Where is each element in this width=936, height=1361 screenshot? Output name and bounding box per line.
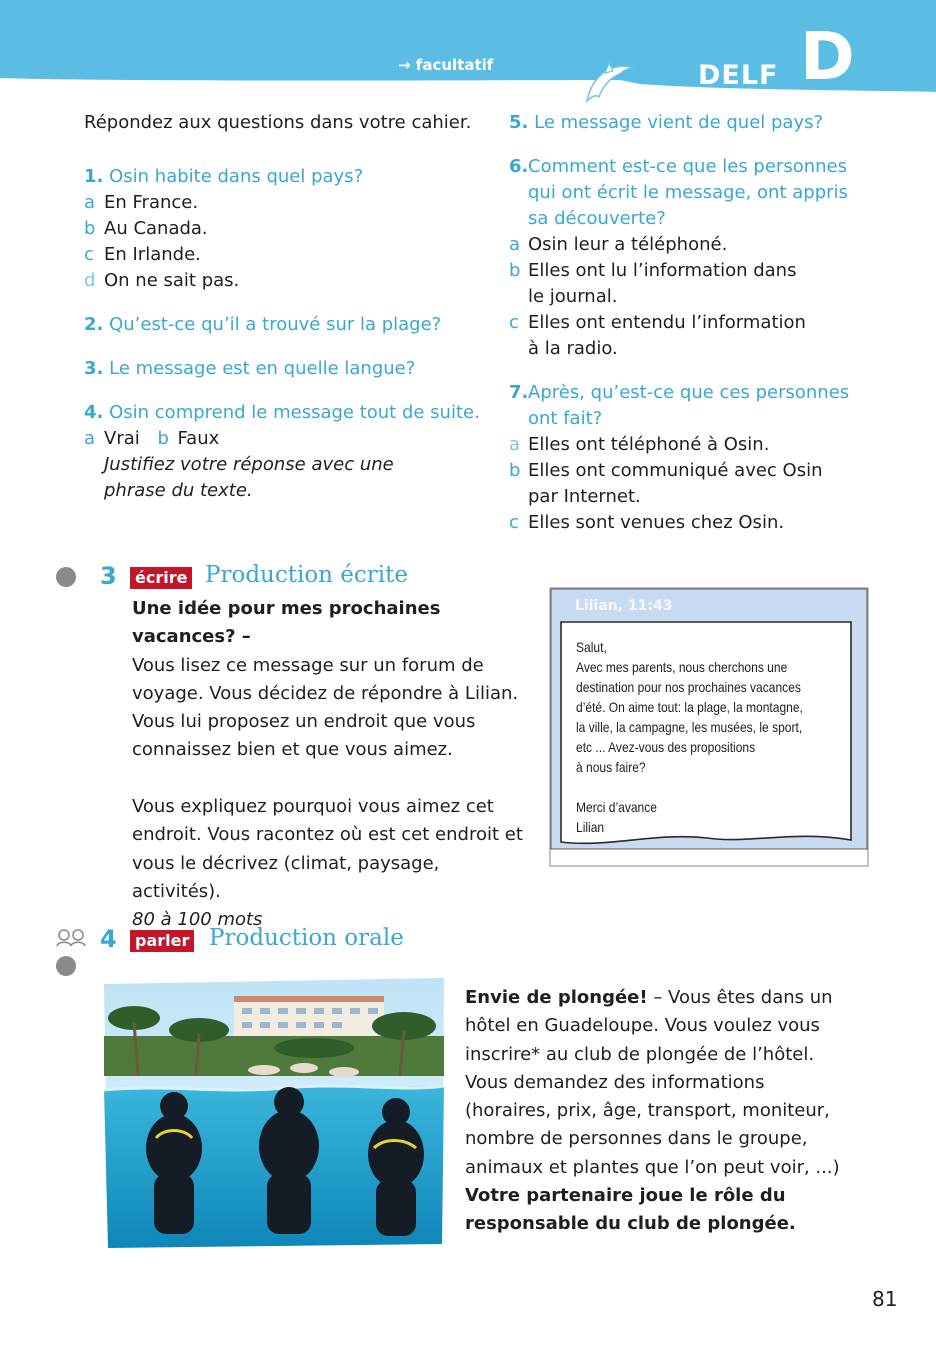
answer-options-row (84, 426, 504, 452)
option-text: Au Canada. (104, 218, 208, 239)
question-1 (84, 164, 504, 294)
instruction: Répondez aux questions dans votre cahier. (84, 112, 472, 133)
option-text: à la radio. (528, 338, 618, 359)
word-count: 80 à 100 mots (132, 909, 263, 931)
instructions-line-bold: Votre partenaire joue le rôle du (465, 1185, 786, 1207)
option-text: En Irlande. (104, 244, 201, 265)
option-letter: b (84, 218, 96, 239)
skill-tag-parler: parler (130, 930, 194, 952)
dolphin-icon (583, 57, 635, 105)
answer-option (84, 268, 504, 294)
question-text: Après, qu’est-ce que ces personnes (528, 382, 850, 403)
question-number: 5. (509, 112, 529, 133)
instructions-line: (horaires, prix, âge, transport, moniteur, (465, 1100, 830, 1122)
message-line: Avec mes parents, nous cherchons une (576, 659, 788, 675)
question-number: 7. (509, 382, 529, 403)
diving-photo (104, 978, 444, 1248)
instructions-line: vous le décrivez (climat, paysage, activités). (132, 852, 440, 902)
answer-option (509, 458, 869, 510)
bullet-icon (56, 567, 76, 587)
option-text: On ne sait pas. (104, 270, 240, 291)
answer-option (84, 242, 504, 268)
option-text: Osin leur a téléphoné. (528, 234, 728, 255)
question-5 (509, 110, 823, 136)
answer-option (509, 432, 869, 458)
answer-option (509, 510, 869, 536)
question-text: Osin comprend le message tout de suite. (109, 402, 480, 423)
bullet-icon (56, 956, 76, 976)
message-line: Merci d’avance (576, 799, 657, 815)
instructions-line: Vous lui proposez un endroit que vous (132, 711, 476, 733)
question-number: 1. (84, 166, 104, 187)
forum-message-card (547, 586, 873, 870)
instructions-line: animaux et plantes que l’on peut voir, ...) (465, 1156, 840, 1178)
option-text: Elles ont entendu l’information (528, 312, 806, 333)
option-letter: a (509, 234, 521, 255)
question-7 (509, 380, 869, 536)
pair-work-icon (56, 929, 88, 947)
question-text: Comment est-ce que les personnes (528, 156, 847, 177)
answer-option (509, 310, 869, 362)
option-text: Vrai (104, 428, 140, 449)
section-title: Production écrite (205, 562, 409, 588)
instructions-line: nombre de personnes dans le groupe, (465, 1128, 808, 1150)
instructions-lead: Envie de plongée! (465, 987, 648, 1008)
option-letter: d (84, 270, 96, 291)
question-text: Qu’est-ce qu’il a trouvé sur la plage? (109, 314, 442, 335)
instructions-lead: Une idée pour mes prochaines vacances? – (132, 598, 441, 648)
option-letter: c (84, 244, 94, 265)
note-line: phrase du texte. (104, 480, 253, 501)
option-letter: b (509, 460, 521, 481)
header-banner (0, 0, 936, 96)
instructions-line: – Vous êtes dans un (647, 987, 833, 1008)
instructions-line-bold: responsable du club de plongée. (465, 1213, 796, 1235)
note-line: Justifiez votre réponse avec une (104, 454, 394, 475)
message-line: destination pour nos prochaines vacances (576, 679, 801, 695)
option-text: Faux (177, 428, 220, 449)
answer-option (509, 258, 869, 310)
facultatif-label: → facultatif (398, 56, 494, 74)
instructions-line: Vous demandez des informations (465, 1071, 765, 1093)
option-text: par Internet. (528, 486, 641, 507)
instructions-line: Vous expliquez pourquoi vous aimez cet (132, 796, 494, 818)
answer-option (84, 190, 504, 216)
message-line: Lilian (576, 819, 605, 835)
question-number: 2. (84, 314, 104, 335)
instructions-line: connaissez bien et que vous aimez. (132, 739, 453, 761)
option-text: Elles sont venues chez Osin. (528, 512, 785, 533)
question-text: Osin habite dans quel pays? (109, 166, 364, 187)
answer-option (84, 216, 504, 242)
question-4 (84, 400, 504, 504)
option-text: Elles ont téléphoné à Osin. (528, 434, 770, 455)
skill-tag-ecrire: écrire (130, 567, 192, 589)
speaking-instructions (465, 984, 855, 1239)
question-6 (509, 154, 869, 362)
question-text: Le message est en quelle langue? (109, 358, 416, 379)
option-letter: b (509, 260, 521, 281)
answer-option (509, 232, 869, 258)
message-line: d’été. On aime tout: la plage, la montagne, (576, 699, 803, 715)
option-text: En France. (104, 192, 199, 213)
option-letter: a (509, 434, 521, 455)
instructions-line: Vous lisez ce message sur un forum de (132, 654, 484, 676)
question-number: 6. (509, 156, 529, 177)
question-number: 4. (84, 402, 104, 423)
question-text: Le message vient de quel pays? (534, 112, 824, 133)
section-number: 4 (100, 925, 117, 953)
page-number: 81 (872, 1287, 898, 1311)
option-text: Elles ont lu l’information dans (528, 260, 797, 281)
message-line: Salut, (576, 639, 607, 655)
justify-note (84, 452, 504, 504)
question-number: 3. (84, 358, 104, 379)
question-text: sa découverte? (528, 208, 666, 229)
message-line: la ville, la campagne, les musées, le sport, (576, 719, 803, 735)
message-line: à nous faire? (576, 759, 646, 775)
delf-level-letter: D (800, 18, 855, 95)
option-text: Elles ont communiqué avec Osin (528, 460, 823, 481)
question-text: ont fait? (528, 408, 603, 429)
option-letter: b (157, 428, 169, 449)
instructions-line: inscrire* au club de plongée de l’hôtel. (465, 1043, 815, 1065)
message-line: etc ... Avez-vous des propositions (576, 739, 756, 755)
message-header: Lilian, 11:43 (575, 598, 673, 614)
instructions-line: voyage. Vous décidez de répondre à Lilian. (132, 682, 519, 704)
question-2 (84, 312, 441, 338)
section-title: Production orale (209, 925, 404, 951)
writing-instructions (132, 595, 532, 935)
question-text: qui ont écrit le message, ont appris (528, 182, 848, 203)
instructions-line: endroit. Vous racontez où est cet endroit et (132, 824, 523, 846)
option-letter: c (509, 312, 519, 333)
option-letter: a (84, 192, 96, 213)
option-letter: a (84, 428, 96, 449)
section-number: 3 (100, 562, 117, 590)
message-body (576, 637, 803, 837)
instructions-line: hôtel en Guadeloupe. Vous voulez vous (465, 1015, 820, 1037)
option-text: le journal. (528, 286, 618, 307)
option-letter: c (509, 512, 519, 533)
delf-label: DELF (698, 60, 779, 91)
question-3 (84, 356, 415, 382)
